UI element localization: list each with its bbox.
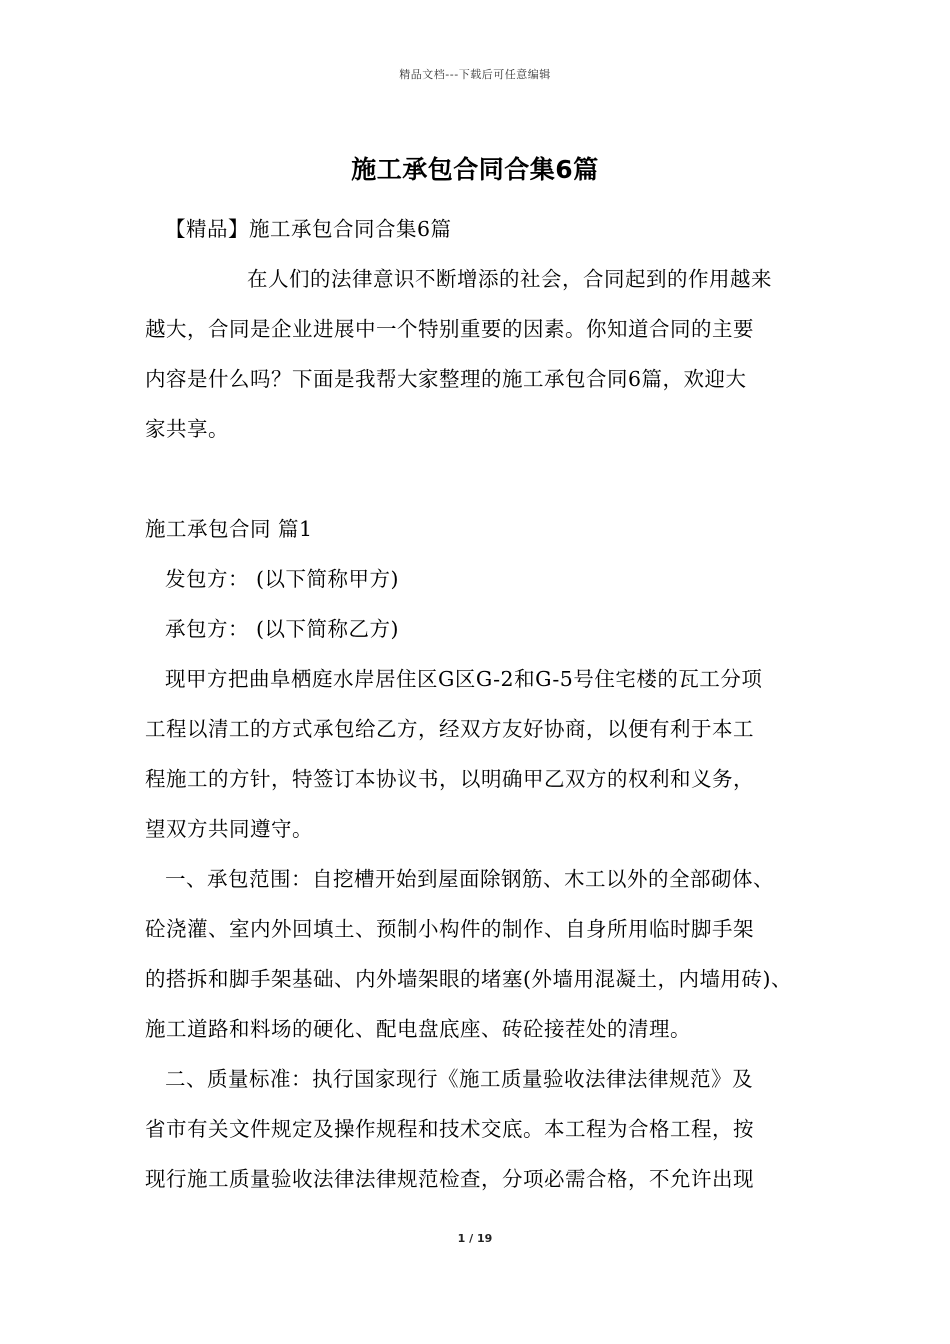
page-header: 精品文档---下载后可任意编辑 [399, 68, 551, 81]
paragraph-line: 工程以清工的方式承包给乙方，经双方友好协商，以便有利于本工 [145, 717, 754, 741]
intro-line: 家共享。 [145, 417, 229, 441]
subtitle: 【精品】施工承包合同合集6篇 [165, 217, 452, 241]
party-b-line: 承包方： (以下简称乙方) [165, 617, 400, 641]
paragraph-line: 一、承包范围：自挖槽开始到屋面除钢筋、木工以外的全部砌体、 [165, 867, 774, 891]
spacer [145, 454, 817, 504]
paragraph-line: 现行施工质量验收法律法律规范检查，分项必需合格，不允许出现 [145, 1167, 754, 1191]
paragraph-line: 施工道路和料场的硬化、配电盘底座、砖砼接茬处的清理。 [145, 1017, 691, 1041]
paragraph-line: 程施工的方针，特签订本协议书，以明确甲乙双方的权利和义务， [145, 767, 754, 791]
document-title: 施工承包合同合集6篇 [351, 155, 599, 184]
document-body [145, 204, 817, 1204]
paragraph-line: 的搭拆和脚手架基础、内外墙架眼的堵塞(外墙用混凝土，内墙用砖)、 [145, 967, 792, 991]
page-number: 1 / 19 [457, 1232, 493, 1245]
paragraph-line: 砼浇灌、室内外回填土、预制小构件的制作、自身所用临时脚手架 [145, 917, 754, 941]
section-heading: 施工承包合同 篇1 [145, 517, 313, 541]
paragraph-line: 二、质量标准：执行国家现行《施工质量验收法律法律规范》及 [165, 1067, 753, 1091]
party-a-line: 发包方： (以下简称甲方) [165, 567, 400, 591]
paragraph-line: 望双方共同遵守。 [145, 817, 313, 841]
paragraph-line: 现甲方把曲阜栖庭水岸居住区G区G-2和G-5号住宅楼的瓦工分项 [165, 667, 763, 691]
intro-line: 在人们的法律意识不断增添的社会，合同起到的作用越来 [247, 267, 772, 291]
intro-line: 内容是什么吗？下面是我帮大家整理的施工承包合同6篇，欢迎大 [145, 367, 747, 391]
intro-line: 越大，合同是企业进展中一个特别重要的因素。你知道合同的主要 [145, 317, 754, 341]
paragraph-line: 省市有关文件规定及操作规程和技术交底。本工程为合格工程，按 [145, 1117, 754, 1141]
